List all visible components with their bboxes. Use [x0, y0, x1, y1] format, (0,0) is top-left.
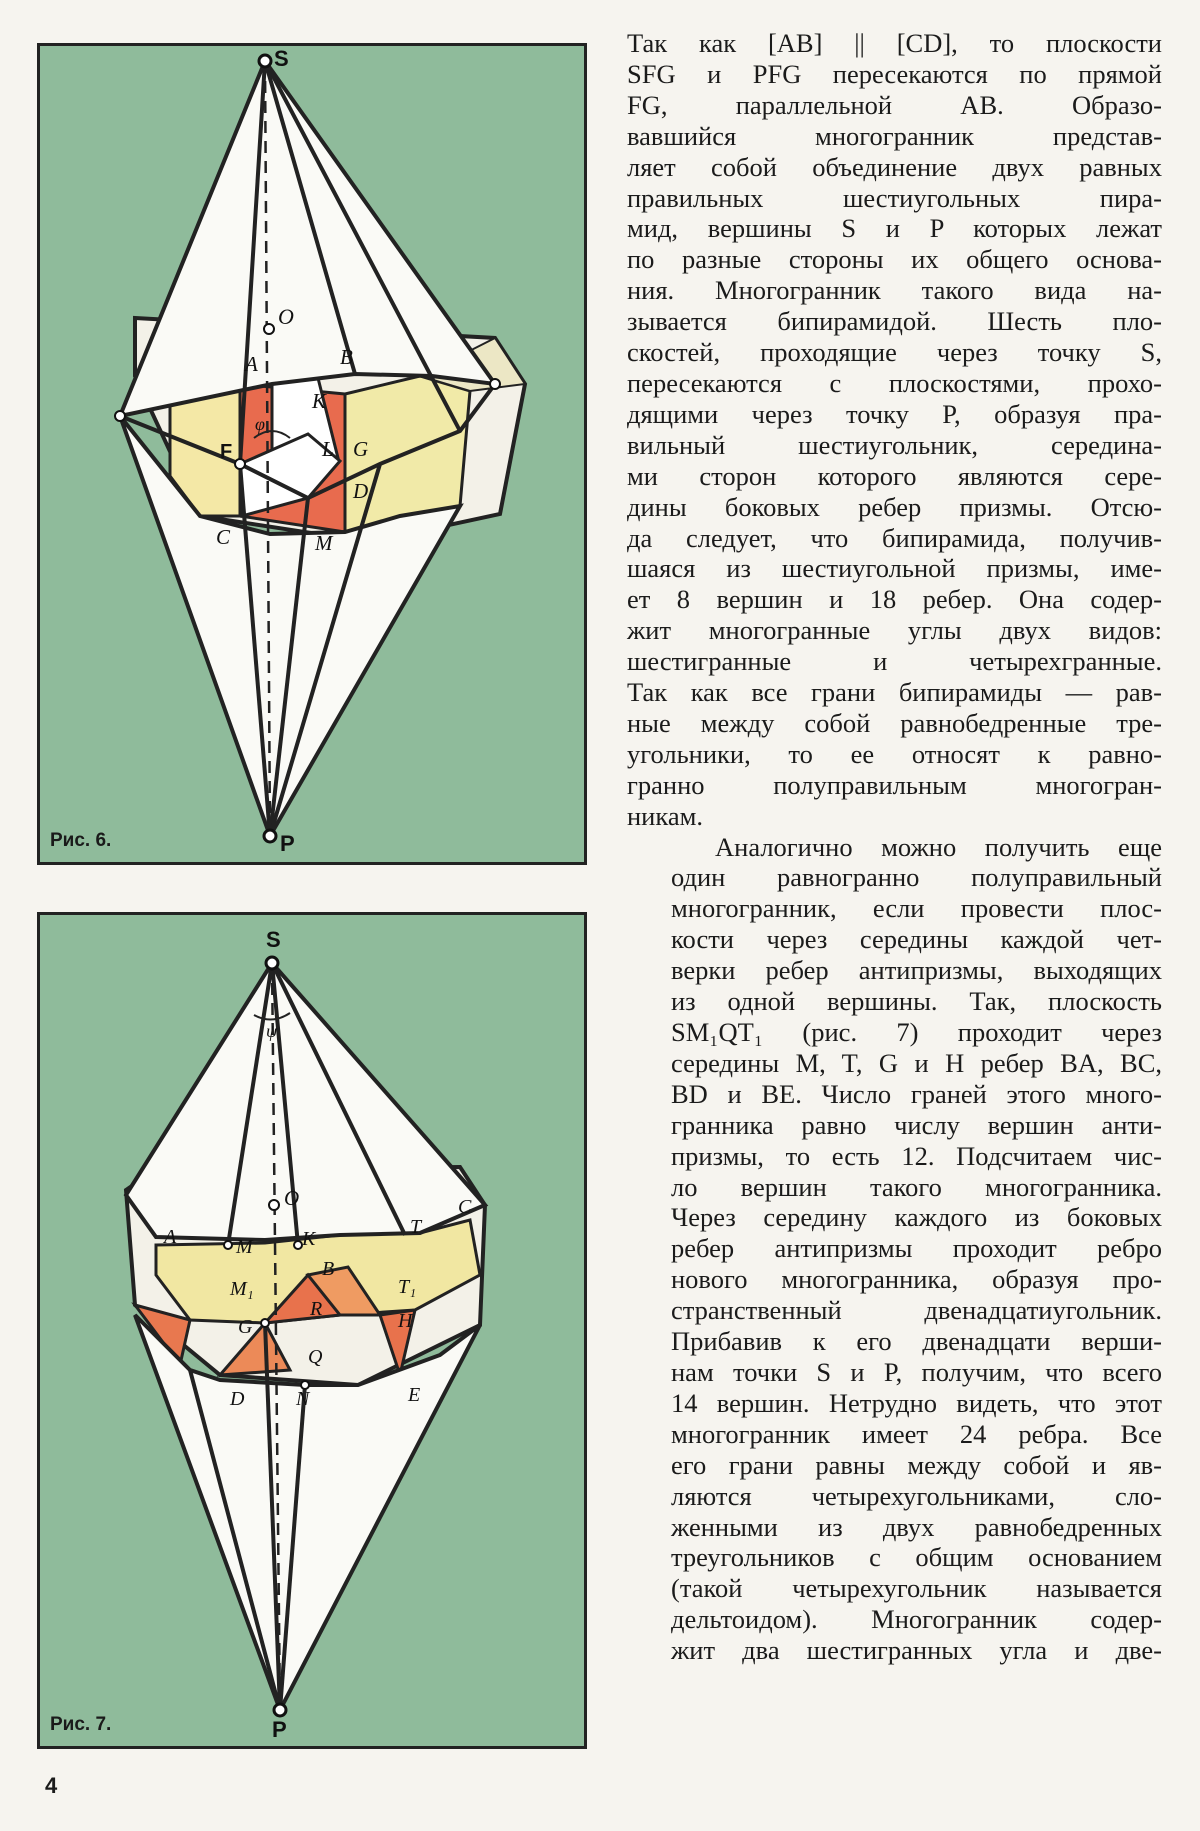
label-s: S: [274, 46, 289, 71]
text-line: дельтоидом). Многогранник содер-: [671, 1604, 1162, 1635]
label-t1: T₁: [398, 1276, 417, 1298]
body-text: [627, 28, 1162, 1666]
point-left: [115, 411, 125, 421]
text-line: призмы, то есть 12. Подсчитаем чис-: [671, 1140, 1162, 1171]
label-r: R: [310, 1298, 323, 1320]
page-number: 4: [45, 1773, 58, 1798]
label-phi: φ: [255, 414, 265, 434]
label-c: C: [458, 1196, 472, 1218]
point-s: [266, 957, 278, 969]
paragraph-2: [627, 832, 1162, 1666]
text-line: ляет собой объединение двух равных: [627, 151, 1162, 182]
label-psi: ψ: [266, 1021, 278, 1041]
paragraph-1: [627, 28, 1162, 832]
text-line: зывается бипирамидой. Шесть пло-: [627, 306, 1162, 337]
text-line: нового многогранника, образуя про-: [671, 1264, 1162, 1295]
text-line: женными из двух равнобедренных: [671, 1511, 1162, 1542]
text-line: нам точки S и P, получим, что всего: [671, 1356, 1162, 1387]
point-p: [264, 830, 276, 842]
label-n: N: [296, 1388, 310, 1410]
text-line: ребер антипризмы проходит ребро: [671, 1233, 1162, 1264]
label-o: O: [284, 1186, 300, 1210]
text-line: (такой четырехугольник называется: [671, 1573, 1162, 1604]
text-line: SFG и PFG пересекаются по прямой: [627, 58, 1162, 89]
text-line: верки ребер антипризмы, выходящих: [671, 955, 1162, 986]
text-line: правильных шестиугольных пира-: [627, 182, 1162, 213]
text-line: Прибавив к его двенадцати верши-: [671, 1326, 1162, 1357]
figure-7: [37, 912, 587, 1749]
text-line: треугольников с общим основанием: [671, 1542, 1162, 1573]
text-line: Так как все грани бипирамиды — рав-: [627, 677, 1162, 708]
text-line: FG, параллельной AB. Образо-: [627, 89, 1162, 120]
text-line: ло вершин такого многогранника.: [671, 1171, 1162, 1202]
text-line: шестигранные и четырехгранные.: [627, 646, 1162, 677]
point-m: [224, 1241, 232, 1249]
text-line: странственный двенадцатиугольник.: [671, 1295, 1162, 1326]
text-line: дящими через точку P, образуя пра-: [627, 398, 1162, 429]
label-p: P: [280, 831, 295, 856]
point-s: [259, 55, 271, 67]
label-m1: M₁: [230, 1278, 254, 1300]
text-line: жит два шестигранных угла и две-: [671, 1635, 1162, 1666]
point-right: [490, 379, 500, 389]
point-p: [274, 1704, 286, 1716]
figure-7-drawing: [40, 915, 584, 1746]
text-line: многогранник, если провести плос-: [671, 893, 1162, 924]
point-o: [269, 1200, 279, 1210]
text-line: SM₁QT₁ (рис. 7) проходит через: [671, 1017, 1162, 1047]
text-line: вильный шестиугольник, середина-: [627, 429, 1162, 460]
text-line: из одной вершины. Так, плоскость: [671, 986, 1162, 1017]
label-o: O: [278, 304, 294, 329]
text-line: мид, вершины S и P которых лежат: [627, 213, 1162, 244]
label-b: B: [322, 1258, 335, 1280]
label-d: D: [230, 1388, 245, 1410]
text-line: середины M, T, G и H ребер BA, BC,: [671, 1047, 1162, 1078]
text-line: BD и BE. Число граней этого много-: [671, 1078, 1162, 1109]
text-line: ет 8 вершин и 18 ребер. Она содер-: [627, 584, 1162, 615]
label-d: D: [353, 479, 369, 503]
text-line: дины боковых ребер призмы. Отсю-: [627, 491, 1162, 522]
label-p: P: [272, 1717, 287, 1742]
text-line: 14 вершин. Нетрудно видеть, что этот: [671, 1387, 1162, 1418]
label-m: M: [236, 1236, 253, 1258]
text-line: пересекаются с плоскостями, прохо-: [627, 367, 1162, 398]
label-f: F: [220, 441, 233, 463]
text-line: Через середину каждого из боковых: [671, 1202, 1162, 1233]
text-line: да следует, что бипирамида, получив-: [627, 522, 1162, 553]
point-g: [261, 1319, 269, 1327]
text-line: ми сторон которого являются сере-: [627, 460, 1162, 491]
text-line: ния. Многогранник такого вида на-: [627, 275, 1162, 306]
label-l: L: [322, 437, 334, 461]
label-k: K: [312, 389, 327, 413]
label-c: C: [216, 525, 231, 549]
label-a: A: [164, 1226, 177, 1248]
label-s: S: [266, 927, 281, 952]
label-b: B: [340, 345, 353, 369]
text-line: гранника равно числу вершин анти-: [671, 1109, 1162, 1140]
figure-6: [37, 43, 587, 865]
text-line: скостей, проходящие через точку S,: [627, 337, 1162, 368]
label-g: G: [238, 1316, 253, 1338]
text-line: Так как [AB] || [CD], то плоскости: [627, 28, 1162, 58]
label-h: H: [398, 1310, 413, 1332]
text-line: по разные стороны их общего основа-: [627, 244, 1162, 275]
text-line: жит многогранные углы двух видов:: [627, 615, 1162, 646]
text-line: Аналогично можно получить еще: [715, 831, 1162, 862]
text-line: гранно полуправильным многогран-: [627, 769, 1162, 800]
label-t: T: [410, 1216, 422, 1238]
label-a: A: [245, 352, 258, 376]
upper-pyramid: [120, 61, 495, 416]
text-line: многогранник имеет 24 ребра. Все: [671, 1418, 1162, 1449]
label-q: Q: [308, 1346, 323, 1368]
text-line: никам.: [627, 800, 703, 831]
text-line: кости через середины каждой чет-: [671, 924, 1162, 955]
upper-pyramid: [126, 963, 485, 1240]
text-line: один равногранно полуправильный: [671, 862, 1162, 893]
point-f: [235, 459, 245, 469]
text-line: угольники, то ее относят к равно-: [627, 738, 1162, 769]
label-k: K: [302, 1228, 316, 1250]
point-o: [264, 324, 274, 334]
text-line: шаяся из шестиугольной призмы, име-: [627, 553, 1162, 584]
figure-7-caption: Рис. 7.: [50, 1714, 112, 1735]
figure-6-drawing: [40, 46, 584, 862]
label-m: M: [315, 531, 333, 555]
text-line: его грани равны между собой и яв-: [671, 1449, 1162, 1480]
figure-6-caption: Рис. 6.: [50, 830, 112, 851]
text-line: вавшийся многогранник представ-: [627, 120, 1162, 151]
text-line: ляются четырехугольниками, сло-: [671, 1480, 1162, 1511]
point-k: [294, 1241, 302, 1249]
text-line: ные между собой равнобедренные тре-: [627, 707, 1162, 738]
label-e: E: [408, 1384, 421, 1406]
label-g: G: [353, 437, 369, 461]
